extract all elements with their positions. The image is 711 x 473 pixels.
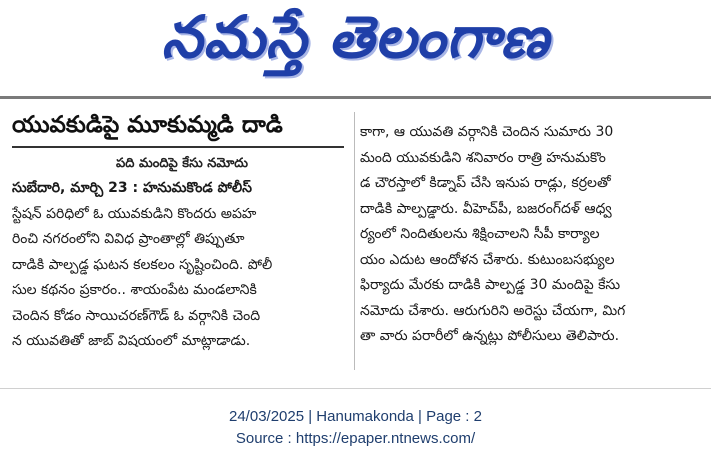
body-line: చెందిన కోడం సాయిచరణ్‌గౌడ్ ఓ వర్గానికి చెంది [12,307,261,324]
body-line: రించి నగరంలోని వివిధ ప్రాంతాల్లో తిప్పుతూ [12,231,245,247]
body-line: న యువతితో జాబ్ విషయంలో మాట్లాడాడు. [12,333,251,349]
body-line: దాడికి పాల్పడ్డ ఘటన కలకలం సృష్టించింది. పోలీ [12,256,273,273]
body-line: నమోదు చేశారు. ఆరుగురిని అరెస్టు చేయగా, మిగ [360,302,626,319]
body-line: దాడికి పాల్పడ్డారు. వీహెచ్‌పీ, బజరంగ్‌దళ్ ఆధ్వ [360,200,612,217]
body-line: ర్యంలో నిందితులను శిక్షించాలని సీపీ కార్యాల [360,226,600,242]
body-line: కాగా, ఆ యువతి వర్గానికి చెందిన సుమారు 30 [360,124,614,140]
source-link[interactable]: Source : https://epaper.ntnews.com/ [235,430,476,447]
newspaper-logo: నమస్తే తెలంగాణ [161,2,550,71]
article-subheadline: పది మందిపై కేసు నమోదు [116,156,248,171]
body-line: తా వారు పరారీలో ఉన్నట్లు పోలీసులు తెలిపారు. [360,328,620,344]
masthead [0,0,711,88]
masthead-rule [0,96,711,99]
article-right-column [360,120,704,350]
body-line: మంది యువకుడిని శనివారం రాత్రి హనుమకొం [360,149,606,166]
article-left-column [12,106,352,355]
body-line: డ చౌరస్తాలో కిడ్నాప్ చేసి ఇనుప రాడ్లు, కర్రలతో [360,175,611,191]
body-line: స్టేషన్ పరిధిలో ఓ యువకుడిని కొందరు అపహ [12,205,257,222]
body-line: సుల కథనం ప్రకారం.. శాయంపేట మండలానికి [12,282,257,298]
body-line: సుబేదారి, మార్చి 23 : హనుమకొండ పోలీస్ [12,180,252,196]
headline-rule [12,146,344,148]
edition-info: 24/03/2025 | Hanumakonda | Page : 2 [229,408,482,425]
footer-rule [0,388,711,389]
column-divider [354,112,355,370]
article-headline: యువకుడిపై మూకుమ్మడి దాడి [12,112,283,138]
body-line: ఫిర్యాదు మేరకు దాడికి పాల్పడ్డ 30 మందిపై కేసు [360,277,621,293]
body-line: యం ఎదుట ఆందోళన చేశారు. కుటుంబసభ్యుల [360,251,615,268]
footer [0,406,711,450]
